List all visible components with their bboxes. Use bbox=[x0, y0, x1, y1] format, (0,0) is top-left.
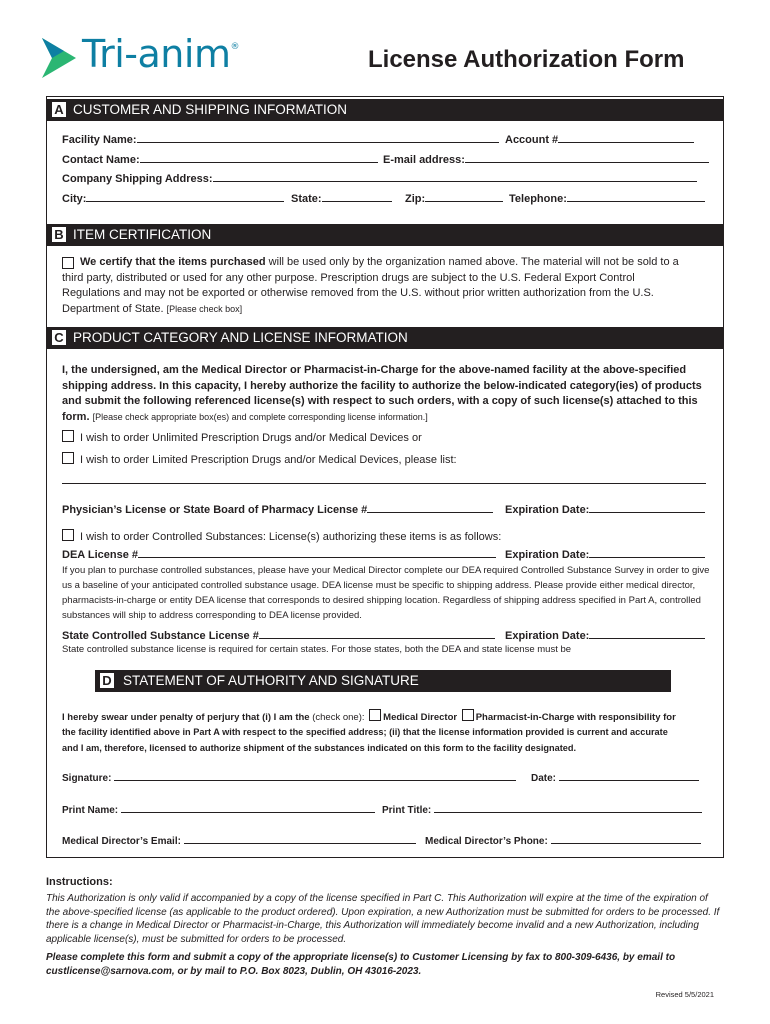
section-d-header bbox=[95, 670, 671, 692]
form-title: License Authorization Form bbox=[368, 46, 685, 73]
print-title-field[interactable]: Print Title: bbox=[382, 803, 702, 816]
revision-date: Revised 5/5/2021 bbox=[655, 990, 714, 999]
section-title: PRODUCT CATEGORY AND LICENSE INFORMATION bbox=[73, 330, 408, 345]
dea-license-field[interactable]: DEA License # bbox=[62, 548, 496, 561]
trianim-logo bbox=[40, 32, 270, 86]
email-field[interactable]: E-mail address: bbox=[383, 153, 709, 166]
section-b-header bbox=[47, 224, 723, 246]
authority-statement-line3: and I am, therefore, licensed to authorize shipment of the substances indicated on this form to the facility designated. bbox=[62, 743, 577, 753]
unlimited-option[interactable]: I wish to order Unlimited Prescription Drugs and/or Medical Devices or bbox=[62, 430, 422, 447]
controlled-option[interactable]: I wish to order Controlled Substances: License(s) authorizing these items is as follows: bbox=[62, 529, 501, 546]
instructions-heading: Instructions: bbox=[46, 876, 113, 888]
controlled-checkbox[interactable] bbox=[62, 529, 74, 541]
section-title: ITEM CERTIFICATION bbox=[73, 227, 212, 242]
dea-note: If you plan to purchase controlled substances, please have your Medical Director complete our DEA required Controlled Substance Survey in order to give us a baseline of your anticipated controlled substance usage. DEA license must be specific to shipping address. Please provide either medical director, pharmacists-in-charge or entity DEA license that corresponds to desired shipping location. Regardless of shipping address specified in Part A, controlled substances will ship to address corresponding to DEA license provided. bbox=[62, 565, 710, 621]
section-title: CUSTOMER AND SHIPPING INFORMATION bbox=[73, 102, 348, 117]
zip-field[interactable]: Zip: bbox=[405, 192, 503, 205]
physician-license-field[interactable]: Physician’s License or State Board of Pharmacy License # bbox=[62, 503, 493, 516]
state-license-field[interactable]: State Controlled Substance License # bbox=[62, 629, 495, 642]
section-title: STATEMENT OF AUTHORITY AND SIGNATURE bbox=[123, 673, 419, 688]
submission-instructions: Please complete this form and submit a copy of the appropriate license(s) to Customer Licensing by fax to 800-309-6436, by email to custlicense@sarnova.com, or by mail to P.O. Box 8023, Dublin, OH 43016-2023. bbox=[46, 952, 676, 977]
state-field[interactable]: State: bbox=[291, 192, 392, 205]
state-expiration-field[interactable]: Expiration Date: bbox=[505, 629, 705, 642]
product-category-intro: I, the undersigned, am the Medical Director or Pharmacist-in-Charge for the above-named facility at the above-specified shipping address. In this capacity, I hereby authorize the facility to authorize the below-indicated category(ies) of products and submit the following referenced license(s) with respect to such orders, with a copy of such license(s) attached to this form. [Please check appropriate box(es) and complete corresponding license information.] bbox=[62, 364, 702, 423]
date-field[interactable]: Date: bbox=[531, 771, 699, 784]
section-letter: B bbox=[52, 227, 66, 242]
certify-checkbox[interactable] bbox=[62, 257, 74, 269]
limited-option[interactable]: I wish to order Limited Prescription Drugs and/or Medical Devices, please list: bbox=[62, 452, 457, 469]
telephone-field[interactable]: Telephone: bbox=[509, 192, 705, 205]
limited-list-line[interactable] bbox=[62, 483, 706, 484]
print-name-field[interactable]: Print Name: bbox=[62, 803, 375, 816]
instructions-text: This Authorization is only valid if accompanied by a copy of the license specified in Part C. This Authorization will expire at the time of the expiration of the above-specified license (as applicable to the product ordered). Upon expiration, a new Authorization must be submitted for orders to be processed. If there is a change in Medical Director or Pharmacist-in-Charge, this Authorization will immediately become invalid and a new Authorization, including applicable license(s), must be submitted for orders to be processed. bbox=[46, 893, 720, 945]
section-letter: D bbox=[100, 673, 114, 688]
signature-field[interactable]: Signature: bbox=[62, 771, 516, 784]
form-frame bbox=[46, 96, 724, 858]
section-letter: A bbox=[52, 102, 66, 117]
limited-checkbox[interactable] bbox=[62, 452, 74, 464]
state-license-note: State controlled substance license is required for certain states. For those states, both the DEA and state license must be bbox=[62, 644, 572, 655]
account-field[interactable]: Account # bbox=[505, 133, 694, 146]
item-certification-text: We certify that the items purchased will be used only by the organization named above. The material will not be sold to a third party, distributed or used for any other purpose. Prescription drugs are subject to the U.S. Federal Export Control Regulations and may not be exported or otherwise removed from the U.S. without prior written authorization from the U.S. Department of State. [Please check box] bbox=[62, 256, 679, 315]
md-phone-field[interactable]: Medical Director’s Phone: bbox=[425, 834, 701, 847]
facility-name-field[interactable]: Facility Name: bbox=[62, 133, 499, 146]
unlimited-checkbox[interactable] bbox=[62, 430, 74, 442]
authority-statement-line1: I hereby swear under penalty of perjury that (i) I am the (check one): Medical Director Pharmacist-in-Charge with responsibility for bbox=[62, 709, 676, 725]
dea-expiration-field[interactable]: Expiration Date: bbox=[505, 548, 705, 561]
medical-director-checkbox[interactable] bbox=[369, 709, 381, 721]
section-c-header bbox=[47, 327, 723, 349]
pharmacist-checkbox[interactable] bbox=[462, 709, 474, 721]
physician-expiration-field[interactable]: Expiration Date: bbox=[505, 503, 705, 516]
section-a-header bbox=[47, 99, 723, 121]
authority-statement-line2: the facility identified above in Part A with respect to the specified address; (ii) that the license information provided is current and accurate bbox=[62, 727, 668, 737]
md-email-field[interactable]: Medical Director’s Email: bbox=[62, 834, 416, 847]
logo-arrow-icon bbox=[40, 38, 78, 78]
company-address-field[interactable]: Company Shipping Address: bbox=[62, 172, 697, 185]
section-letter: C bbox=[52, 330, 66, 345]
contact-name-field[interactable]: Contact Name: bbox=[62, 153, 378, 166]
logo-text: Tri-anim® bbox=[82, 32, 239, 76]
city-field[interactable]: City: bbox=[62, 192, 284, 205]
